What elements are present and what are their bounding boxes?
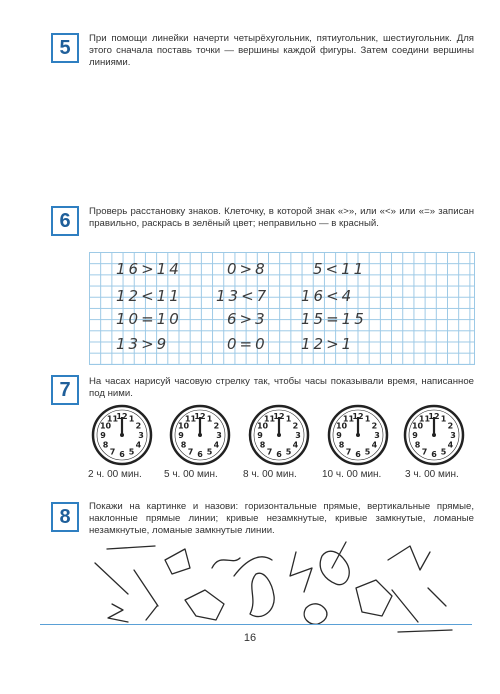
clock-number: 4: [292, 440, 299, 450]
task-6-number: 6: [51, 206, 79, 236]
slanted-line: [428, 588, 446, 606]
clock-number: 1: [206, 414, 213, 424]
clock-number: 11: [342, 414, 355, 424]
clock-number: 3: [216, 431, 222, 440]
closed-curve: [250, 573, 274, 616]
clock-time-label: 5 ч. 00 мин.: [164, 469, 218, 480]
clock-number: 8: [338, 440, 345, 450]
clock-number: 7: [345, 447, 352, 457]
clock-number: 11: [263, 414, 276, 424]
clock-number: 7: [421, 447, 428, 457]
clock-number: 11: [106, 414, 119, 424]
clock-number: 6: [119, 450, 125, 459]
clock-time-label: 2 ч. 00 мин.: [88, 469, 142, 480]
clock-number: 2: [292, 421, 299, 431]
clock-number: 9: [336, 431, 342, 440]
clock-number: 7: [266, 447, 273, 457]
page-number: 16: [243, 632, 257, 644]
clock-number: 5: [364, 447, 371, 457]
task-6-text: Проверь расстановку знаков. Клеточку, в которой знак «>», или «<» или «=» записан правильно, раскрась в зелёный цвет; неправильно — в красный.: [89, 206, 474, 229]
clock-number: 12: [428, 412, 440, 421]
clock-number: 11: [184, 414, 197, 424]
clock-number: 5: [285, 447, 292, 457]
clock-number: 8: [180, 440, 187, 450]
clock-number: 10: [411, 421, 424, 431]
comparison-cell[interactable]: 12<11: [116, 287, 182, 305]
clock-number: 2: [371, 421, 378, 431]
task-5-number: 5: [51, 33, 79, 63]
comparison-cell[interactable]: 0>8: [227, 260, 268, 278]
clock-number: 10: [335, 421, 348, 431]
task-8-text: Покажи на картинке и назови: горизонтальные прямые, вертикальные прямые, наклонные прямые линии; кривые незамкнутые, кривые замкнутые, ломаные незамкнутые, ломаные замкнутые линии.: [89, 501, 474, 536]
clock-number: 12: [194, 412, 206, 421]
clock-time-label: 8 ч. 00 мин.: [243, 469, 297, 480]
comparison-cell[interactable]: 10=10: [116, 310, 182, 328]
clock-number: 12: [352, 412, 364, 421]
task-8-number: 8: [51, 502, 79, 532]
clock-number: 8: [259, 440, 266, 450]
clock-number: 10: [99, 421, 112, 431]
task-7-number: 7: [51, 375, 79, 405]
clock-number: 2: [447, 421, 454, 431]
clock-number: 9: [412, 431, 418, 440]
open-broken-line: [108, 604, 128, 622]
footer-divider: [40, 624, 472, 625]
clock-number: 9: [178, 431, 184, 440]
clock-number: 7: [109, 447, 116, 457]
clock-number: 4: [213, 440, 220, 450]
task-5-text: При помощи линейки начерти четырёхугольник, пятиугольник, шестиугольник. Для этого сначала поставь точки — вершины каждой фигуры. Затем соедини вершины линиями.: [89, 33, 474, 68]
open-curve: [212, 558, 240, 568]
comparison-cell[interactable]: 13>9: [116, 335, 170, 353]
clock-number: 5: [128, 447, 135, 457]
open-broken-line: [388, 546, 430, 570]
clock-number: 10: [177, 421, 190, 431]
slanted-line: [146, 606, 157, 620]
horizontal-line: [107, 546, 155, 549]
clock-number: 1: [364, 414, 371, 424]
clock-number: 6: [197, 450, 203, 459]
clock-number: 9: [100, 431, 106, 440]
closed-broken-line: [165, 549, 190, 574]
slanted-line: [134, 570, 158, 606]
comparison-cell[interactable]: 5<11: [313, 260, 367, 278]
clock-time-label: 3 ч. 00 мин.: [405, 469, 459, 480]
clock-number: 12: [116, 412, 128, 421]
comparison-cell[interactable]: 6>3: [227, 310, 268, 328]
closed-broken-line: [185, 590, 224, 620]
clock-number: 10: [256, 421, 269, 431]
clock-number: 6: [355, 450, 361, 459]
clock-number: 3: [450, 431, 456, 440]
clock-time-label: 10 ч. 00 мин.: [322, 469, 382, 480]
clock-number: 5: [440, 447, 447, 457]
clock-number: 1: [440, 414, 447, 424]
clock-number: 3: [295, 431, 301, 440]
clock-number: 1: [128, 414, 135, 424]
comparison-cell[interactable]: 12>1: [301, 335, 355, 353]
clock-number: 7: [187, 447, 194, 457]
clock-number: 9: [257, 431, 263, 440]
clock-number: 11: [418, 414, 431, 424]
clock-number: 8: [414, 440, 421, 450]
slanted-line: [95, 563, 128, 594]
closed-curve: [304, 604, 327, 624]
task-7-text: На часах нарисуй часовую стрелку так, чтобы часы показывали время, написанное под ними.: [89, 376, 474, 399]
clock-number: 4: [135, 440, 142, 450]
clock-number: 4: [447, 440, 454, 450]
comparison-cell[interactable]: 16<4: [301, 287, 355, 305]
open-curve: [234, 557, 272, 576]
slanted-line: [332, 542, 346, 568]
clock-number: 8: [102, 440, 109, 450]
clock-number: 3: [374, 431, 380, 440]
open-broken-line: [290, 552, 312, 592]
clock-number: 3: [138, 431, 144, 440]
comparison-cell[interactable]: 16>14: [116, 260, 182, 278]
closed-curve: [320, 551, 349, 584]
clock-number: 4: [371, 440, 378, 450]
clock-number: 1: [285, 414, 292, 424]
clock-number: 2: [213, 421, 220, 431]
comparison-cell[interactable]: 15=15: [301, 310, 367, 328]
clock-number: 6: [431, 450, 437, 459]
comparison-cell[interactable]: 0=0: [227, 335, 268, 353]
comparison-cell[interactable]: 13<7: [216, 287, 270, 305]
clock-number: 5: [206, 447, 213, 457]
closed-broken-line: [356, 580, 392, 616]
clock-number: 12: [273, 412, 285, 421]
slanted-line: [392, 590, 418, 622]
clock-number: 6: [276, 450, 282, 459]
clock-number: 2: [135, 421, 142, 431]
